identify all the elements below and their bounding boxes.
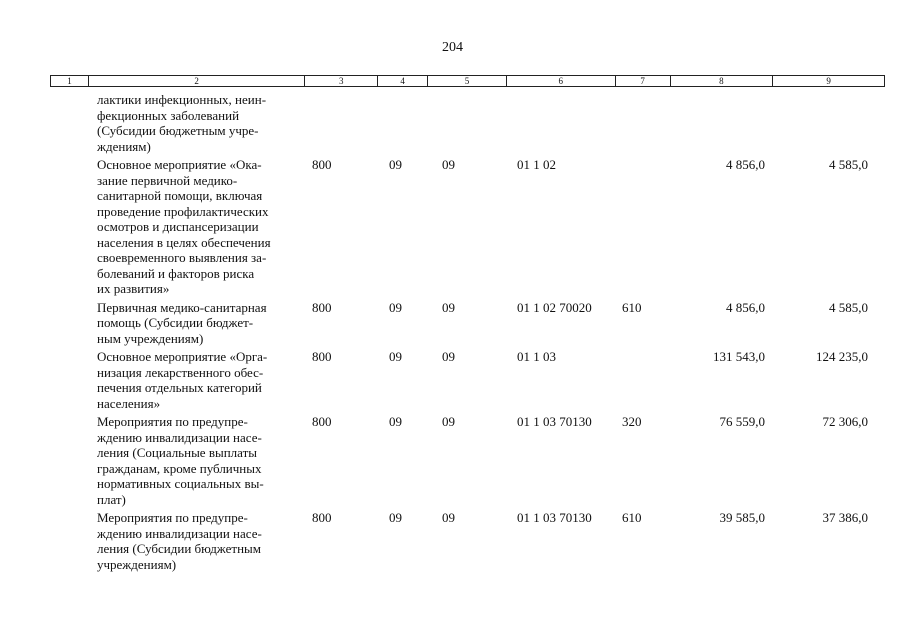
row-col-9: 4 585,0 <box>829 157 868 172</box>
row-col-6: 01 1 03 <box>517 349 556 364</box>
table-row <box>0 349 905 411</box>
row-col-7: 610 <box>622 299 642 315</box>
row-col-9: 72 306,0 <box>822 414 868 429</box>
row-col-8: 76 559,0 <box>719 414 765 429</box>
row-name: лактики инфекционных, неин- фекционных заболеваний (Субсидии бюджетным учре- ждениям) <box>97 92 267 154</box>
row-col-4: 09 <box>389 299 402 315</box>
row-col-9: 37 386,0 <box>822 510 868 525</box>
row-col-3: 800 <box>312 299 332 315</box>
column-header-7: 7 <box>616 76 671 86</box>
table-row <box>0 414 905 507</box>
row-col-4: 09 <box>389 157 402 172</box>
row-col-6: 01 1 03 70130 <box>517 414 592 429</box>
column-header-1: 1 <box>51 76 89 86</box>
row-col-5: 09 <box>442 349 455 364</box>
column-header-5: 5 <box>428 76 507 86</box>
row-col-7: 610 <box>622 510 642 525</box>
row-col-3: 800 <box>312 157 332 172</box>
row-col-5: 09 <box>442 414 455 429</box>
column-header-3: 3 <box>305 76 378 86</box>
column-header-6: 6 <box>507 76 616 86</box>
row-name: Основное мероприятие «Орга- низация лекарственного обес- печения отдельных категорий населения» <box>97 349 268 411</box>
row-col-4: 09 <box>389 510 402 525</box>
table-header-row <box>50 75 885 87</box>
row-col-3: 800 <box>312 349 332 364</box>
row-col-5: 09 <box>442 157 455 172</box>
row-col-6: 01 1 02 70020 <box>517 299 592 315</box>
table-row <box>0 157 905 297</box>
row-col-3: 800 <box>312 414 332 429</box>
row-col-7: 320 <box>622 414 642 429</box>
column-header-9: 9 <box>826 76 831 86</box>
table-body <box>0 92 905 575</box>
row-name: Основное мероприятие «Ока- зание первичной медико- санитарной помощи, включая проведение профилактических осмотров и диспансеризации населения в целях обеспечения своевременного выявления за- болеваний и факторов риска их развития» <box>97 157 271 296</box>
row-col-8: 4 856,0 <box>726 157 765 172</box>
row-col-6: 01 1 02 <box>517 157 556 172</box>
row-col-3: 800 <box>312 510 332 525</box>
row-col-8: 131 543,0 <box>713 349 765 364</box>
column-header-2: 2 <box>89 76 305 86</box>
row-col-8: 39 585,0 <box>719 510 765 525</box>
column-header-4: 4 <box>378 76 428 86</box>
row-col-9: 4 585,0 <box>829 299 868 315</box>
row-col-5: 09 <box>442 299 455 315</box>
row-col-9: 124 235,0 <box>816 349 868 364</box>
row-name: Мероприятия по предупре- ждению инвалидизации насе- ления (Субсидии бюджетным учреждениям) <box>97 510 262 572</box>
table-row <box>0 300 905 347</box>
column-header-8: 8 <box>671 76 774 86</box>
row-col-4: 09 <box>389 414 402 429</box>
row-col-6: 01 1 03 70130 <box>517 510 592 525</box>
row-name: Мероприятия по предупре- ждению инвалидизации насе- ления (Социальные выплаты гражданам, кроме публичных нормативных социальных вы- плат) <box>97 414 264 507</box>
row-col-5: 09 <box>442 510 455 525</box>
table-row <box>0 510 905 572</box>
table-row <box>0 92 905 154</box>
page-number: 204 <box>442 40 463 55</box>
row-col-4: 09 <box>389 349 402 364</box>
row-name: Первичная медико-санитарная помощь (Субсидии бюджет- ным учреждениям) <box>97 299 267 346</box>
row-col-8: 4 856,0 <box>726 299 765 315</box>
